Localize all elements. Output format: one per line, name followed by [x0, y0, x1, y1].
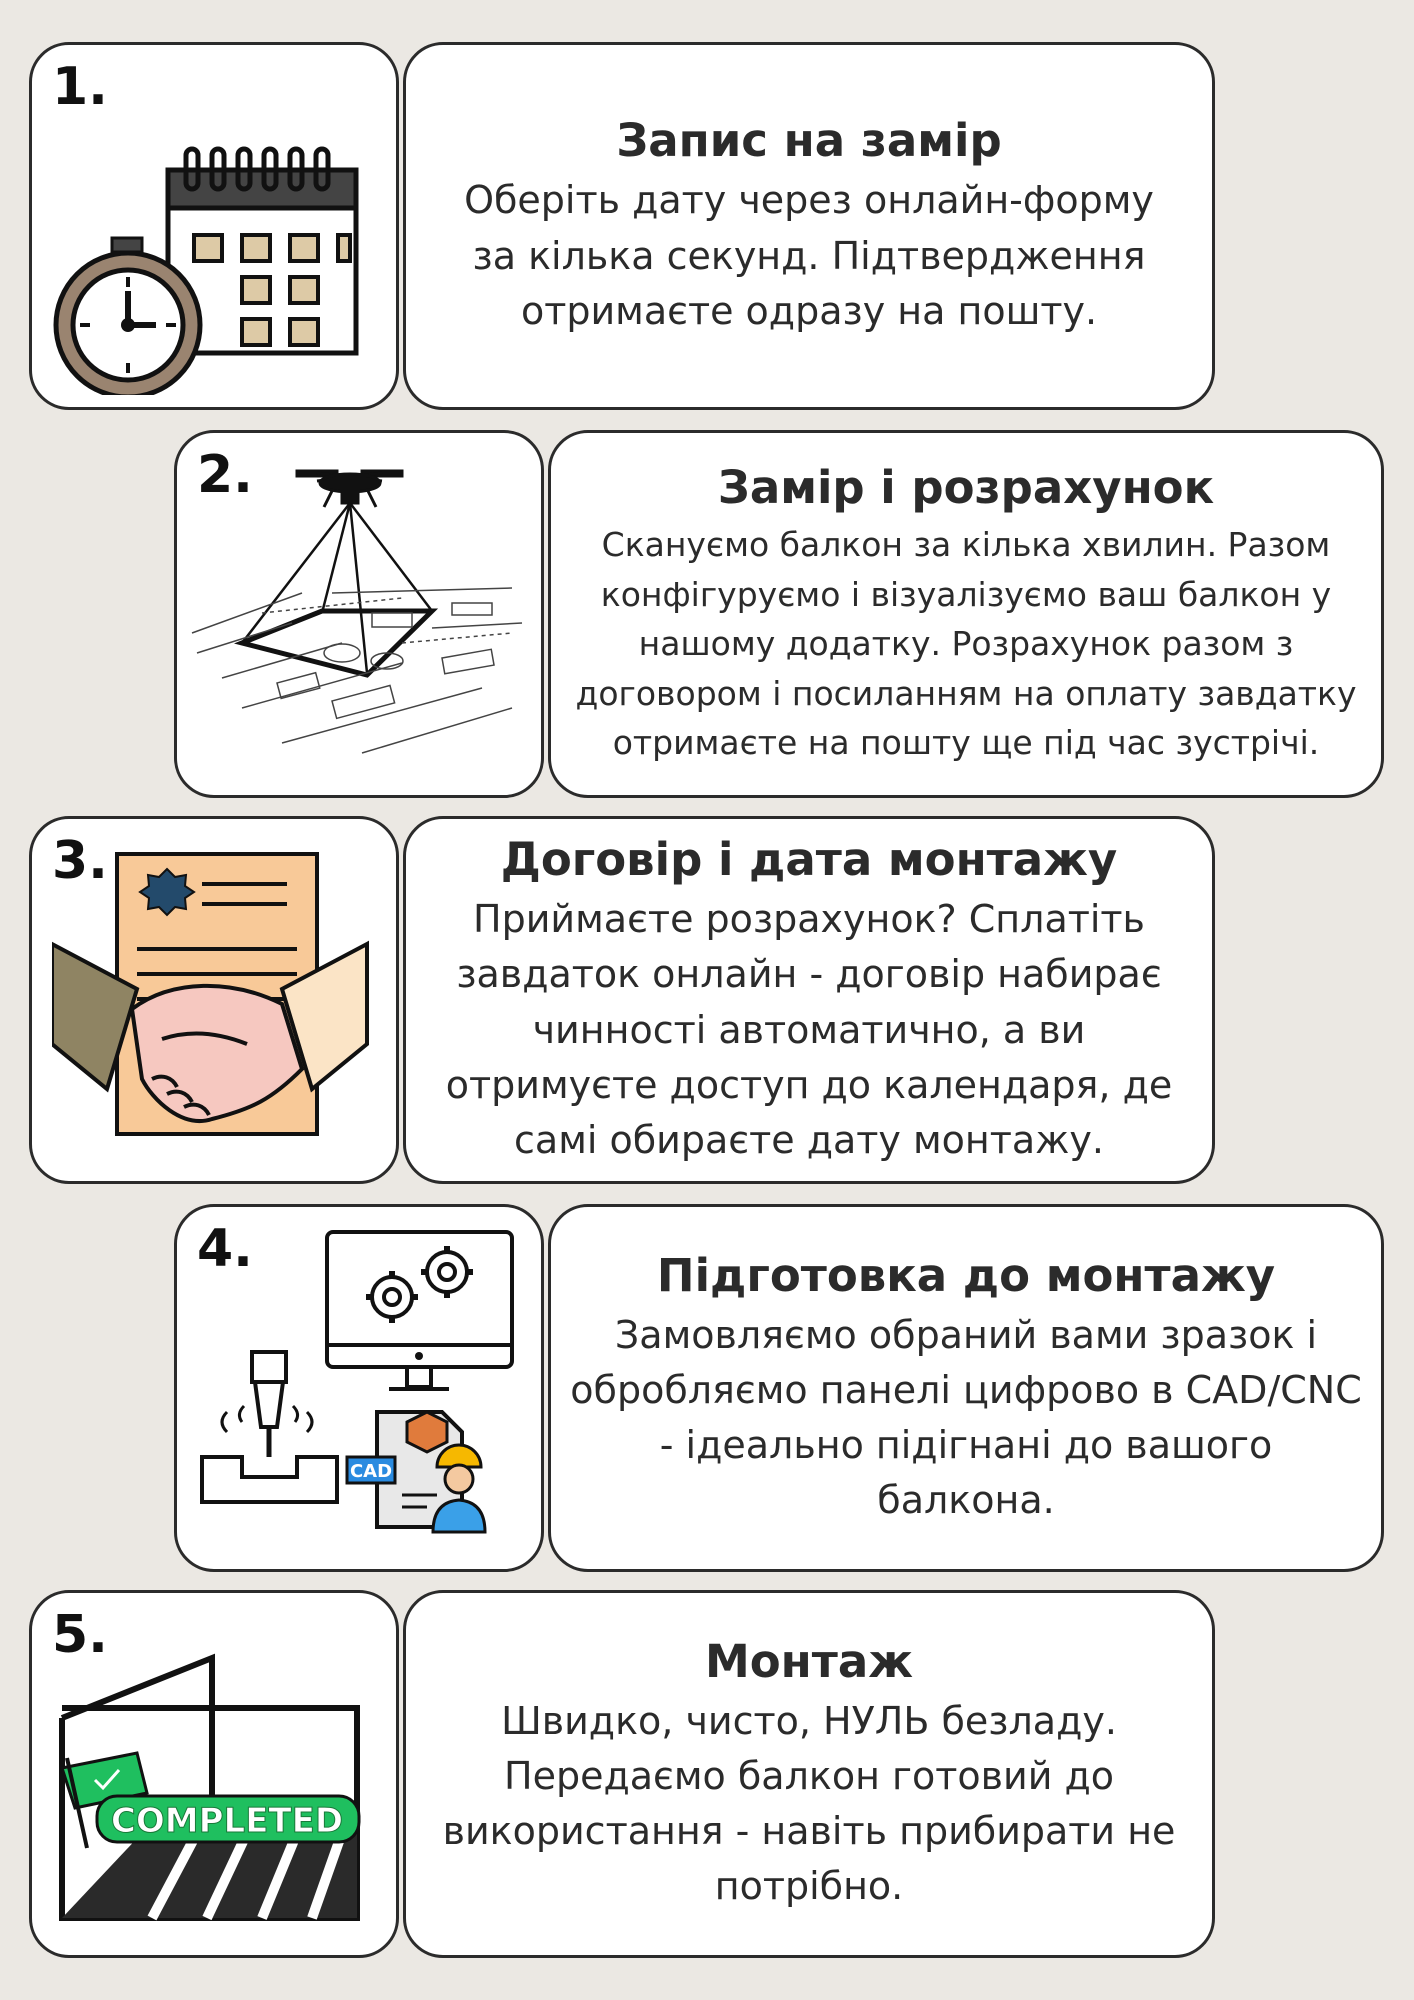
step-1-text-card	[403, 42, 1215, 410]
step-description: Оберіть дату через онлайн-форму за кілька секунд. Підтвердження отримаєте одразу на пошту.	[464, 178, 1154, 333]
step-description: Скануємо балкон за кілька хвилин. Разом конфігуруємо і візуалізуємо ваш балкон у нашому додатку. Розрахунок разом з договором і посиланням на оплату завдатку отримаєте на пошту ще під час зустрічі.	[575, 525, 1357, 763]
cad-cnc-icon	[197, 1227, 527, 1557]
cad-label: CAD	[349, 1461, 393, 1482]
step-title: Замір і розрахунок	[717, 461, 1215, 515]
step-description: Замовляємо обраний вами зразок і обробляємо панелі цифрово в CAD/CNC - ідеально підігнані до вашого балкона.	[570, 1312, 1362, 1523]
step-2-text-card	[548, 430, 1384, 798]
step-number: 5.	[52, 1605, 108, 1665]
completed-flag-icon	[57, 1618, 377, 1938]
step-title: Підготовка до монтажу	[656, 1248, 1276, 1302]
step-3-icon-card	[29, 816, 399, 1184]
step-number: 1.	[52, 57, 108, 117]
step-3-text-card	[403, 816, 1215, 1184]
step-2-icon-card	[174, 430, 544, 798]
step-5-icon-card	[29, 1590, 399, 1958]
step-title: Договір і дата монтажу	[500, 833, 1118, 887]
step-1-icon-card	[29, 42, 399, 410]
step-number: 4.	[197, 1219, 253, 1279]
step-number: 3.	[52, 831, 108, 891]
step-4-text-card	[548, 1204, 1384, 1572]
step-title: Запис на замір	[616, 114, 1002, 168]
step-title: Монтаж	[704, 1634, 913, 1688]
calendar-stopwatch-icon	[52, 95, 382, 395]
step-description: Швидко, чисто, НУЛЬ безладу. Передаємо балкон готовий до використання - навіть прибирати не потрібно.	[442, 1698, 1176, 1909]
step-description: Приймаєте розрахунок? Сплатіть завдаток онлайн - договір набирає чинності автоматично, а ви отримуєте доступ до календаря, де самі обираєте дату монтажу.	[445, 897, 1173, 1162]
step-4-icon-card	[174, 1204, 544, 1572]
drone-scan-icon	[182, 463, 537, 783]
contract-handshake-icon	[52, 839, 372, 1169]
completed-label: COMPLETED	[110, 1801, 344, 1841]
step-number: 2.	[197, 445, 253, 505]
step-5-text-card	[403, 1590, 1215, 1958]
